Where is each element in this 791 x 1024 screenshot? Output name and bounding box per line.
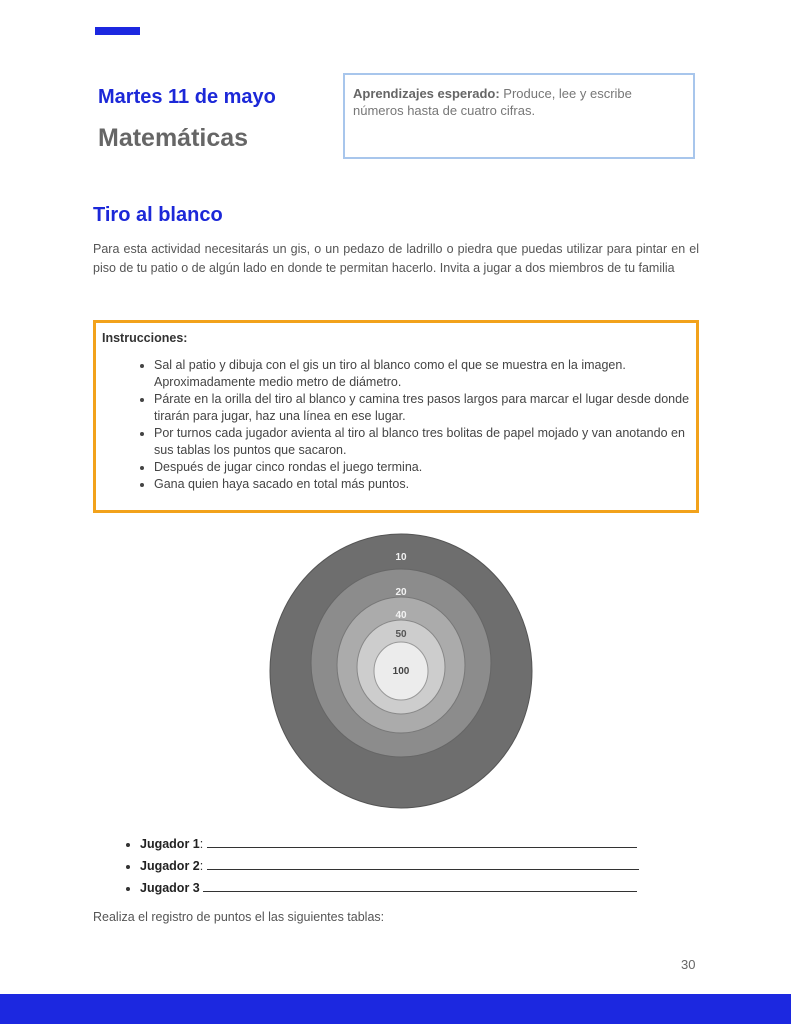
player-entry [140, 877, 639, 899]
top-accent-bar [95, 27, 140, 35]
player-label: Jugador 1 [140, 837, 200, 851]
player-name-line[interactable] [203, 879, 637, 892]
lesson-date: Martes 11 de mayo [98, 86, 276, 108]
instruction-item: • Después de jugar cinco rondas el juego termina. [154, 459, 690, 476]
players-list [108, 833, 639, 899]
bottom-accent-bar [0, 994, 791, 1024]
register-instruction: Realiza el registro de puntos el las siguientes tablas: [93, 910, 385, 924]
player-separator: : [199, 859, 207, 873]
activity-title: Tiro al blanco [93, 204, 223, 226]
page-number: 30 [681, 957, 696, 972]
subject-title: Matemáticas [98, 124, 249, 152]
instruction-item: • Párate en la orilla del tiro al blanco y camina tres pasos largos para marcar el lugar desde donde tirarán para jugar, haz una línea en ese lugar. [154, 391, 690, 425]
score-label-20: 20 [395, 587, 407, 598]
player-name-line[interactable] [207, 857, 639, 870]
instructions-list [102, 357, 690, 493]
player-separator: : [199, 837, 207, 851]
instruction-item: • Por turnos cada jugador avienta al tiro al blanco tres bolitas de papel mojado y van anotando en sus tablas los puntos que sacaron. [154, 425, 690, 459]
player-name-line[interactable] [207, 835, 637, 848]
player-label: Jugador 3 [140, 881, 200, 895]
player-entry [140, 833, 639, 855]
learning-expectation-box [343, 73, 695, 159]
activity-intro: Para esta actividad necesitarás un gis, o un pedazo de ladrillo o piedra que puedas utilizar para pintar en el piso de tu patio o de algún lado en donde te permitan hacerlo. Invita a jugar a dos miembros de tu familia [93, 242, 699, 275]
target-image [269, 533, 533, 809]
instructions-title: Instrucciones: [102, 331, 188, 345]
score-label-10: 10 [395, 552, 407, 563]
score-label-40: 40 [395, 610, 407, 621]
score-label-100: 100 [392, 666, 410, 677]
learning-text: Produce, lee y escribe números hasta de cuatro cifras. [353, 86, 632, 118]
player-label: Jugador 2 [140, 859, 200, 873]
score-label-50: 50 [395, 629, 407, 640]
player-entry [140, 855, 639, 877]
learning-label: Aprendizajes esperado: [353, 86, 500, 101]
instructions-box [93, 320, 699, 513]
instruction-item: • Sal al patio y dibuja con el gis un tiro al blanco como el que se muestra en la imagen. Aproximadamente medio metro de diámetro. [154, 357, 690, 391]
instruction-item: • Gana quien haya sacado en total más puntos. [154, 476, 690, 493]
